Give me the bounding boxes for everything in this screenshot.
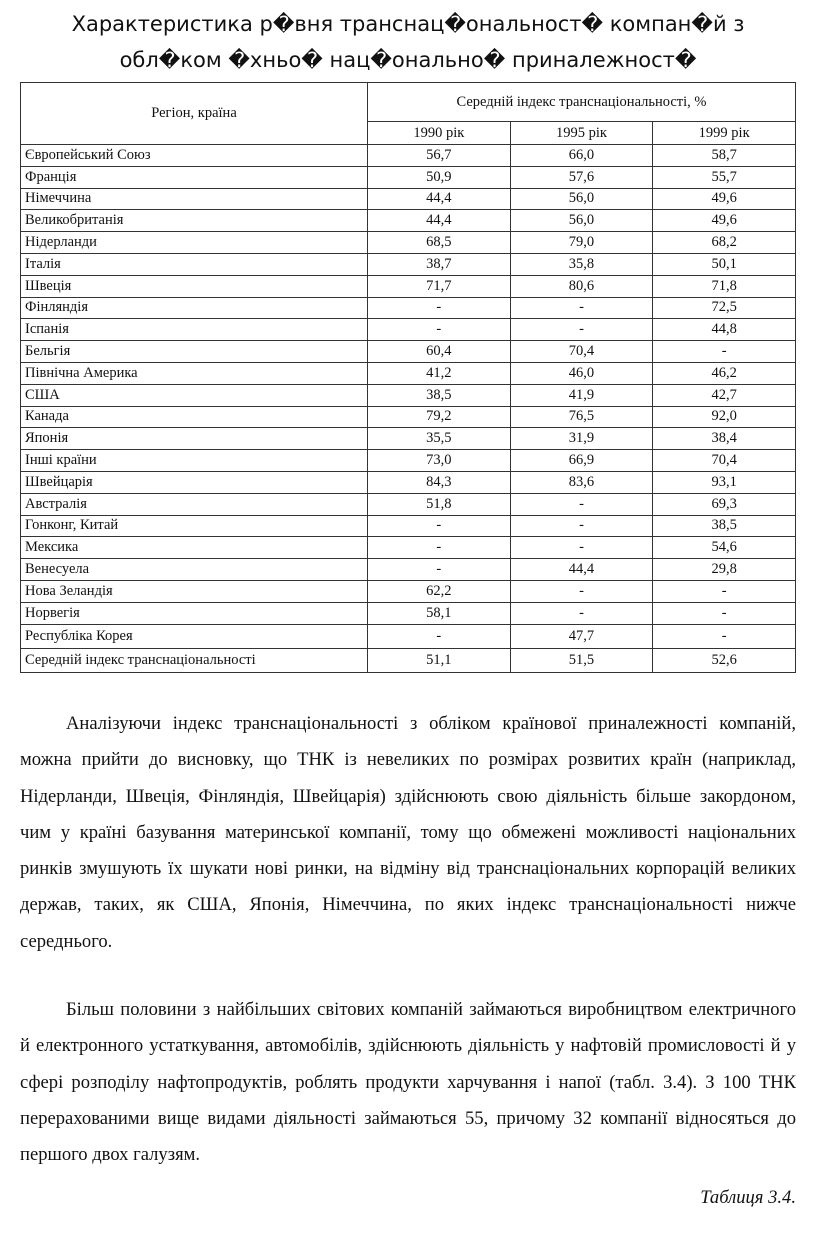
- table-row: [21, 341, 796, 363]
- cell-1995: 51,5: [510, 648, 653, 672]
- cell-1999: 69,3: [653, 493, 796, 515]
- cell-1999: 72,5: [653, 297, 796, 319]
- cell-1999: 71,8: [653, 275, 796, 297]
- cell-1995: 56,0: [510, 210, 653, 232]
- cell-1990: 38,5: [368, 384, 511, 406]
- cell-1990: -: [368, 559, 511, 581]
- table-row: [21, 450, 796, 472]
- paragraph-industries: Більш половини з найбільших світових компаній займаються виробництвом електричного й електронного устаткування, автомобілів, здійснюють діяльність у нафтовій промисловості й у сфері розподілу нафтопродуктів, роблять продукти харчування і напої (табл. 3.4). З 100 ТНК перерахованими вище видами діяльності займаються 55, причому 32 компанії відносяться до першого двох галузям.: [20, 999, 796, 1166]
- cell-region: Республіка Корея: [21, 624, 368, 648]
- table-row: [21, 166, 796, 188]
- cell-1990: 38,7: [368, 253, 511, 275]
- table-row: [21, 559, 796, 581]
- cell-region: Мексика: [21, 537, 368, 559]
- cell-1999: 58,7: [653, 145, 796, 167]
- table-row: [21, 515, 796, 537]
- table-row: [21, 428, 796, 450]
- header-year-1995: 1995 рік: [510, 122, 653, 145]
- cell-1995: -: [510, 297, 653, 319]
- cell-1990: 71,7: [368, 275, 511, 297]
- cell-1999: 49,6: [653, 210, 796, 232]
- table-row: [21, 253, 796, 275]
- transnationality-table: [20, 82, 796, 673]
- cell-region: Європейський Союз: [21, 145, 368, 167]
- table-row: [21, 384, 796, 406]
- table-row: [21, 406, 796, 428]
- table-row: [21, 297, 796, 319]
- cell-1999: 93,1: [653, 471, 796, 493]
- cell-1995: 83,6: [510, 471, 653, 493]
- cell-region: Нідерланди: [21, 232, 368, 254]
- table-row: [21, 471, 796, 493]
- title-line-2: обл�ком �хньо� нац�онально� приналежност�: [119, 48, 697, 72]
- cell-1995: -: [510, 493, 653, 515]
- title-line-1: Характеристика р�вня транснац�ональност� компан�й з: [71, 12, 745, 36]
- cell-1995: 41,9: [510, 384, 653, 406]
- cell-1999: -: [653, 341, 796, 363]
- table-row: [21, 648, 796, 672]
- cell-1990: 62,2: [368, 580, 511, 602]
- table-row: [21, 319, 796, 341]
- cell-1990: 56,7: [368, 145, 511, 167]
- table-caption: Таблиця 3.4.: [700, 1187, 796, 1208]
- cell-1990: 50,9: [368, 166, 511, 188]
- cell-1990: -: [368, 537, 511, 559]
- cell-1999: 42,7: [653, 384, 796, 406]
- table-row: [21, 602, 796, 624]
- cell-region: Німеччина: [21, 188, 368, 210]
- cell-1990: -: [368, 297, 511, 319]
- table-row: [21, 537, 796, 559]
- table-row: [21, 624, 796, 648]
- table-row: [21, 188, 796, 210]
- cell-region: Північна Америка: [21, 362, 368, 384]
- cell-1990: 58,1: [368, 602, 511, 624]
- cell-1995: 56,0: [510, 188, 653, 210]
- header-index-group: Середній індекс транснаціональності, %: [368, 83, 796, 122]
- cell-1995: -: [510, 319, 653, 341]
- cell-1999: 44,8: [653, 319, 796, 341]
- paragraph-analysis: Аналізуючи індекс транснаціональності з обліком країнової приналежності компаній, можна прийти до висновку, що ТНК із невеликих по розмірах розвитих країн (наприклад, Нідерланди, Швеція, Фінляндія, Швейцарія) здійснюють свою діяльність більше закордоном, чим у країні базування материнської компанії, тому що обмежені можливості національних ринків змушують їх шукати нові ринки, на відміну від транснаціональних корпорацій великих держав, таких, як США, Японія, Німеччина, по яких індекс транснаціональності нижче середнього.: [20, 713, 796, 952]
- cell-1995: -: [510, 537, 653, 559]
- cell-1990: 51,1: [368, 648, 511, 672]
- cell-1995: 46,0: [510, 362, 653, 384]
- cell-1990: 84,3: [368, 471, 511, 493]
- cell-1995: 76,5: [510, 406, 653, 428]
- cell-1999: -: [653, 602, 796, 624]
- table-row: [21, 275, 796, 297]
- cell-1999: -: [653, 580, 796, 602]
- cell-region: Японія: [21, 428, 368, 450]
- cell-1995: 80,6: [510, 275, 653, 297]
- cell-region: Канада: [21, 406, 368, 428]
- header-year-1999: 1999 рік: [653, 122, 796, 145]
- cell-1999: 68,2: [653, 232, 796, 254]
- header-year-1990: 1990 рік: [368, 122, 511, 145]
- cell-1990: 79,2: [368, 406, 511, 428]
- cell-region: Нова Зеландія: [21, 580, 368, 602]
- cell-region: Великобританія: [21, 210, 368, 232]
- cell-region: Франція: [21, 166, 368, 188]
- cell-1990: -: [368, 319, 511, 341]
- cell-region: Фінляндія: [21, 297, 368, 319]
- table-row: [21, 493, 796, 515]
- cell-1995: 66,9: [510, 450, 653, 472]
- cell-1995: 79,0: [510, 232, 653, 254]
- cell-1990: 41,2: [368, 362, 511, 384]
- table-body: [21, 145, 796, 673]
- cell-1990: -: [368, 624, 511, 648]
- cell-1999: 52,6: [653, 648, 796, 672]
- cell-1990: 73,0: [368, 450, 511, 472]
- cell-region: Австралія: [21, 493, 368, 515]
- cell-1995: -: [510, 515, 653, 537]
- cell-1995: 35,8: [510, 253, 653, 275]
- table-row: [21, 362, 796, 384]
- cell-1995: 31,9: [510, 428, 653, 450]
- cell-1999: 46,2: [653, 362, 796, 384]
- cell-1999: 92,0: [653, 406, 796, 428]
- cell-region: Швеція: [21, 275, 368, 297]
- cell-1995: 57,6: [510, 166, 653, 188]
- table-row: [21, 210, 796, 232]
- table-row: [21, 580, 796, 602]
- cell-region: Італія: [21, 253, 368, 275]
- cell-1990: -: [368, 515, 511, 537]
- cell-1999: 49,6: [653, 188, 796, 210]
- cell-1990: 35,5: [368, 428, 511, 450]
- cell-1995: 47,7: [510, 624, 653, 648]
- cell-1995: 70,4: [510, 341, 653, 363]
- cell-region: Венесуела: [21, 559, 368, 581]
- cell-1999: 54,6: [653, 537, 796, 559]
- cell-region: Швейцарія: [21, 471, 368, 493]
- cell-1999: 38,5: [653, 515, 796, 537]
- cell-1990: 51,8: [368, 493, 511, 515]
- table-row: [21, 232, 796, 254]
- cell-region: Норвегія: [21, 602, 368, 624]
- cell-1990: 44,4: [368, 188, 511, 210]
- cell-region: Гонконг, Китай: [21, 515, 368, 537]
- cell-region: Середній індекс транснаціональності: [21, 648, 368, 672]
- cell-region: Інші країни: [21, 450, 368, 472]
- cell-1995: -: [510, 602, 653, 624]
- cell-1999: 50,1: [653, 253, 796, 275]
- cell-1999: 38,4: [653, 428, 796, 450]
- header-region: Регіон, країна: [21, 83, 368, 145]
- cell-1999: 29,8: [653, 559, 796, 581]
- cell-1990: 68,5: [368, 232, 511, 254]
- cell-1995: -: [510, 580, 653, 602]
- page-title: [0, 6, 816, 78]
- cell-1999: -: [653, 624, 796, 648]
- cell-region: Іспанія: [21, 319, 368, 341]
- cell-1999: 55,7: [653, 166, 796, 188]
- cell-region: Бельгія: [21, 341, 368, 363]
- cell-1999: 70,4: [653, 450, 796, 472]
- cell-region: США: [21, 384, 368, 406]
- cell-1990: 44,4: [368, 210, 511, 232]
- cell-1990: 60,4: [368, 341, 511, 363]
- table-row: [21, 145, 796, 167]
- cell-1995: 66,0: [510, 145, 653, 167]
- cell-1995: 44,4: [510, 559, 653, 581]
